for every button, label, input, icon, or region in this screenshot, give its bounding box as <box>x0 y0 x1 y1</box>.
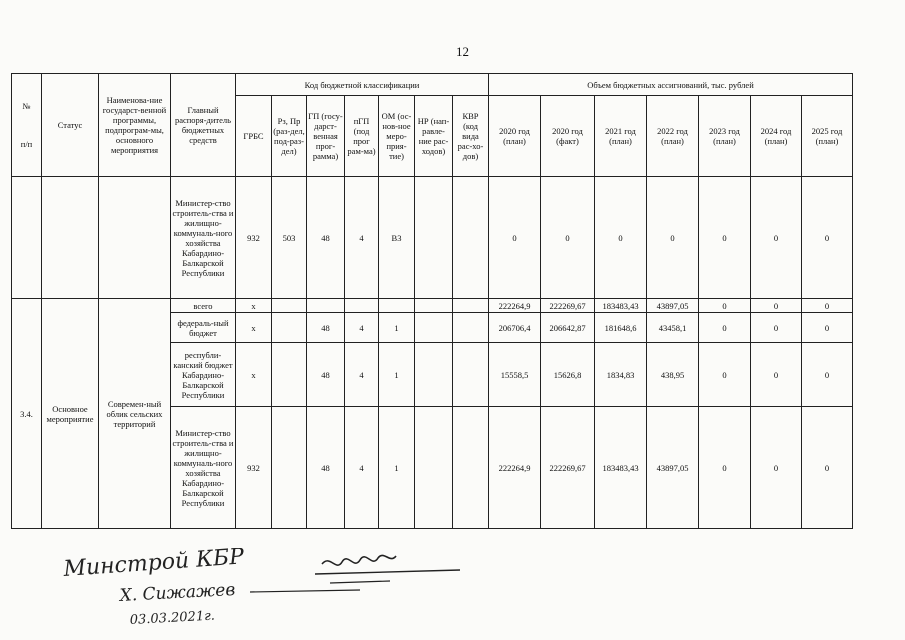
cell-gp: 48 <box>307 343 345 407</box>
cell-y3: 181648,6 <box>595 313 647 343</box>
cell-grbs: х <box>236 313 272 343</box>
col-om-header: ОМ (ос-нов-ное меро-прия-тие) <box>379 96 415 177</box>
cell-y5: 0 <box>699 177 751 299</box>
cell-om <box>379 299 415 313</box>
cell-gl: Министер-ство строитель-ства и жилищно-коммуналь-ного хозяйства Кабардино-Балкарской Республики <box>171 177 236 299</box>
col-gp-header: ГП (госу-дарст-венная прог-рамма) <box>307 96 345 177</box>
cell-gp: 48 <box>307 177 345 299</box>
cell-np <box>415 299 453 313</box>
col-kvr-header: КВР (код вида рас-хо-дов) <box>453 96 489 177</box>
cell-kvr <box>453 407 489 529</box>
cell-y5: 0 <box>699 313 751 343</box>
cell-rzpr <box>272 343 307 407</box>
cell-y4: 43458,1 <box>647 313 699 343</box>
cell-rzpr <box>272 313 307 343</box>
cell-rzpr <box>272 407 307 529</box>
col-rzpr-header: Рз, Пр (раз-дел, под-раз-дел) <box>272 96 307 177</box>
col-status-header: Статус <box>42 74 99 177</box>
cell-pgp <box>345 299 379 313</box>
cell-y7: 0 <box>802 177 853 299</box>
col-y1-header: 2020 год (план) <box>489 96 541 177</box>
cell-y4: 0 <box>647 177 699 299</box>
col-y6-header: 2024 год (план) <box>751 96 802 177</box>
cell-pgp: 4 <box>345 177 379 299</box>
cell-np <box>415 343 453 407</box>
cell-y5: 0 <box>699 299 751 313</box>
cell-y1: 206706,4 <box>489 313 541 343</box>
col-pgp-header: пГП (под прог рам-ма) <box>345 96 379 177</box>
cell-y6: 0 <box>751 313 802 343</box>
col-y5-header: 2023 год (план) <box>699 96 751 177</box>
cell-om: В3 <box>379 177 415 299</box>
num-label-2: п/п <box>20 139 33 149</box>
group-num: 3.4. <box>12 299 42 529</box>
cell-kvr <box>453 343 489 407</box>
cell-gl: Министер-ство строитель-ства и жилищно-коммуналь-ного хозяйства Кабардино-Балкарской Республики <box>171 407 236 529</box>
cell-y6: 0 <box>751 343 802 407</box>
signature-line-2: Х. Сижажев <box>119 579 236 606</box>
col-y2-header: 2020 год (факт) <box>541 96 595 177</box>
col-y3-header: 2021 год (план) <box>595 96 647 177</box>
cell-grbs: 932 <box>236 407 272 529</box>
signature-date: 03.03.2021г. <box>129 608 216 628</box>
cell-grbs: 932 <box>236 177 272 299</box>
cell-kvr <box>453 299 489 313</box>
signature-underline-2 <box>330 581 390 583</box>
group-name: Современ-ный облик сельских территорий <box>99 299 171 529</box>
signature-drawing <box>60 548 480 628</box>
page-number: 12 <box>456 44 469 59</box>
cell-om: 1 <box>379 343 415 407</box>
cell-y1: 222264,9 <box>489 299 541 313</box>
cell-y2: 206642,87 <box>541 313 595 343</box>
cell-y6: 0 <box>751 177 802 299</box>
cell-gl: федераль-ный бюджет <box>171 313 236 343</box>
cell-grbs: х <box>236 299 272 313</box>
cell-y4: 438,95 <box>647 343 699 407</box>
cell-y7: 0 <box>802 313 853 343</box>
header-row-1 <box>12 74 853 96</box>
cell-rzpr <box>272 299 307 313</box>
cell-rzpr: 503 <box>272 177 307 299</box>
cell-empty <box>99 177 171 299</box>
signature-scribble <box>322 555 396 565</box>
cell-kvr <box>453 313 489 343</box>
cell-y3: 183483,43 <box>595 407 647 529</box>
volume-header: Объем бюджетных ассигнований, тыс. рублей <box>489 74 853 96</box>
cell-y6: 0 <box>751 407 802 529</box>
cell-gp: 48 <box>307 313 345 343</box>
handwritten-signature <box>60 548 480 628</box>
kbk-header: Код бюджетной классификации <box>236 74 489 96</box>
cell-np <box>415 407 453 529</box>
cell-y7: 0 <box>802 343 853 407</box>
cell-y3: 1834,83 <box>595 343 647 407</box>
signature-underline <box>315 570 460 574</box>
col-y4-header: 2022 год (план) <box>647 96 699 177</box>
cell-gp: 48 <box>307 407 345 529</box>
col-num-header <box>12 74 42 177</box>
col-y7-header: 2025 год (план) <box>802 96 853 177</box>
cell-y5: 0 <box>699 407 751 529</box>
cell-kvr <box>453 177 489 299</box>
signature-line-1: Минстрой КБР <box>62 548 245 582</box>
cell-pgp: 4 <box>345 407 379 529</box>
cell-gp <box>307 299 345 313</box>
budget-table <box>11 73 853 529</box>
cell-np <box>415 177 453 299</box>
cell-y2: 0 <box>541 177 595 299</box>
cell-pgp: 4 <box>345 343 379 407</box>
cell-pgp: 4 <box>345 313 379 343</box>
cell-empty <box>12 177 42 299</box>
cell-y2: 15626,8 <box>541 343 595 407</box>
cell-np <box>415 313 453 343</box>
col-grbs-header: ГРБС <box>236 96 272 177</box>
table-row <box>12 299 853 313</box>
cell-y4: 43897,05 <box>647 299 699 313</box>
cell-empty <box>42 177 99 299</box>
col-np-header: НР (нап-равле-ние рас-ходов) <box>415 96 453 177</box>
cell-y1: 15558,5 <box>489 343 541 407</box>
cell-y7: 0 <box>802 299 853 313</box>
table-row-prev <box>12 177 853 299</box>
col-gl-header: Главный распоря-дитель бюджетных средств <box>171 74 236 177</box>
cell-y1: 222264,9 <box>489 407 541 529</box>
cell-om: 1 <box>379 407 415 529</box>
cell-gl: всего <box>171 299 236 313</box>
cell-y3: 0 <box>595 177 647 299</box>
group-status: Основное мероприятие <box>42 299 99 529</box>
cell-y2: 222269,67 <box>541 407 595 529</box>
cell-y5: 0 <box>699 343 751 407</box>
cell-grbs: х <box>236 343 272 407</box>
col-name-header: Наименова-ние государст-венной программы, подпрограм-мы, основного мероприятия <box>99 74 171 177</box>
cell-gl: республи-канский бюджет Кабардино-Балкарской Республики <box>171 343 236 407</box>
signature-underline-3 <box>250 590 360 592</box>
cell-y3: 183483,43 <box>595 299 647 313</box>
num-label: № <box>22 101 31 111</box>
cell-y6: 0 <box>751 299 802 313</box>
cell-om: 1 <box>379 313 415 343</box>
cell-y2: 222269,67 <box>541 299 595 313</box>
cell-y4: 43897,05 <box>647 407 699 529</box>
cell-y1: 0 <box>489 177 541 299</box>
cell-y7: 0 <box>802 407 853 529</box>
